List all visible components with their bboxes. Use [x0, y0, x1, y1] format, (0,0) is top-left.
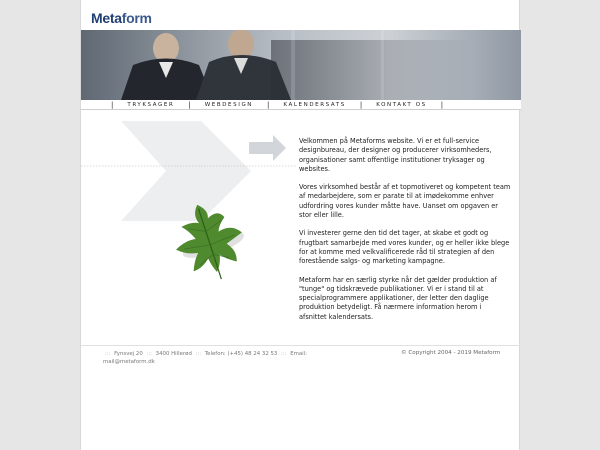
site-logo[interactable]: Metaform: [91, 10, 152, 26]
footer-email-link[interactable]: mail@metaform.dk: [103, 359, 155, 365]
production-paragraph: Metaform har en særlig styrke når det gælder produktion af "tunge" og tidskrævede publikationer. Vi er i stand til at specialprogrammere applikationer, der letter den daglige produktion betydeligt. Få nærmere information herom i afsnittet kalendersats.: [299, 275, 497, 321]
nav-separator: |: [188, 100, 191, 109]
footer-email-label: Email:: [290, 351, 307, 357]
page-container: [80, 0, 520, 450]
main-navigation: [81, 100, 521, 110]
nav-item-kalendersats[interactable]: KALENDERSATS: [283, 101, 346, 108]
business-people-photo-icon: [81, 30, 521, 100]
nav-item-webdesign[interactable]: WEBDESIGN: [204, 101, 254, 108]
contact-info: ::: Fynsvej 20 ::: 3400 Hillerød ::: Telefon: (+45) 48 24 32 53 ::: Email: mail@metaform.dk: [103, 351, 307, 365]
footer-address: Fynsvej 20: [114, 351, 143, 357]
nav-separator: |: [111, 100, 114, 109]
intro-paragraph: Velkommen på Metaforms website. Vi er et full-service designbureau, der designer og producerer virksomheders, organisationer samt offentlige institutioner tryksager og websites.: [299, 137, 492, 173]
footer-city: 3400 Hillerød: [155, 351, 192, 357]
nav-separator: |: [267, 100, 270, 109]
nav-item-tryksager[interactable]: TRYKSAGER: [127, 101, 175, 108]
decorative-artwork: [81, 111, 296, 341]
small-arrow-icon: [249, 135, 286, 161]
team-paragraph: Vores virksomhed består af et topmotiveret og kompetent team af medarbejdere, som er parate til at imødekomme enhver udfordring vores kunder måtte have. Uanset om opgaven er stor eller lille.: [299, 183, 511, 220]
footer-phone: Telefon: (+45) 48 24 32 53: [204, 351, 278, 357]
nav-item-kontakt-os[interactable]: KONTAKT OS: [376, 101, 427, 108]
copyright-text: © Copyright 2004 - 2019 Metaform: [401, 350, 501, 356]
arrow-shape-icon: [121, 121, 251, 221]
collaboration-paragraph: Vi investerer gerne den tid det tager, at skabe et godt og frugtbart samarbejde med vores kunder, og er heller ikke blege for at komme med velkvalificerede råd til strategien af den forestående salgs- og marketing kampagne.: [299, 229, 510, 266]
nav-separator: |: [440, 100, 444, 109]
welcome-text: [299, 137, 511, 331]
nav-separator: |: [359, 100, 363, 109]
footer: [81, 345, 521, 365]
banner-photo: [81, 30, 521, 100]
